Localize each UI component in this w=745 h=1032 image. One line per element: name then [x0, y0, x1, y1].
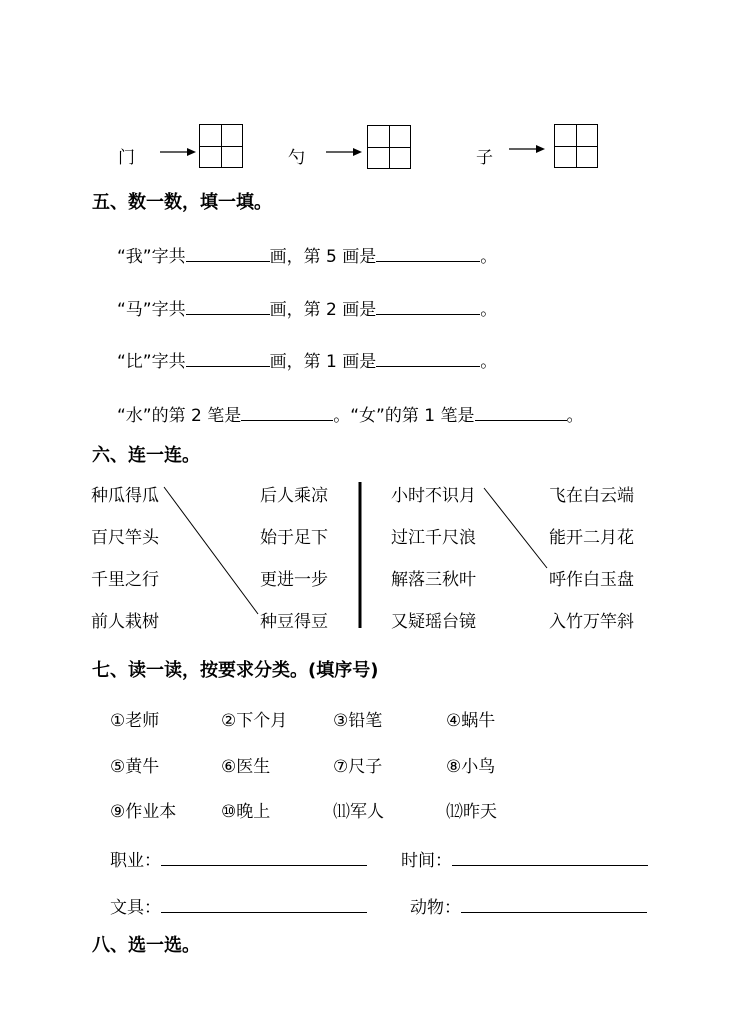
classify-item: ⑨作业本 [110, 802, 177, 822]
answer-blank[interactable] [452, 847, 648, 866]
row-text: 画，第 5 画是 [269, 247, 377, 267]
blank-strokes[interactable] [186, 348, 270, 367]
match-item[interactable]: 前人栽树 [91, 612, 159, 632]
classify-item: ②下个月 [221, 711, 288, 731]
match-item[interactable]: 飞在白云端 [549, 486, 634, 506]
category-label: 时间： [401, 851, 452, 871]
classify-item: ⑾军人 [333, 802, 384, 822]
classify-item: ①老师 [110, 711, 160, 731]
classify-item: ⑦尺子 [333, 757, 383, 777]
classify-item: ③铅笔 [333, 711, 383, 731]
match-item[interactable]: 呼作白玉盘 [549, 570, 634, 590]
classify-item: ⑥医生 [221, 757, 271, 777]
classify-item: ④蜗牛 [446, 711, 496, 731]
radical-2: 勺 [288, 148, 305, 168]
blank-strokes[interactable] [186, 296, 270, 315]
match-item[interactable]: 百尺竿头 [91, 528, 159, 548]
match-item[interactable]: 始于足下 [260, 528, 328, 548]
row-text: “马”字共 [117, 300, 186, 320]
category-label: 职业： [110, 851, 161, 871]
row-text: 画，第 1 画是 [269, 352, 377, 372]
count-row-3 [117, 347, 497, 372]
classify-item: ⑤黄牛 [110, 757, 160, 777]
row-text: 。 [480, 247, 498, 267]
row-text: 。 [480, 352, 498, 372]
blank-stroke-water[interactable] [241, 402, 333, 421]
row-text: 。“女”的第 1 笔是 [333, 406, 475, 426]
answer-blank[interactable] [461, 894, 647, 913]
row-text: “比”字共 [117, 352, 186, 372]
writing-grid-3[interactable] [554, 124, 598, 168]
row-text: 。 [566, 406, 584, 426]
category-label: 动物： [410, 898, 461, 918]
section7-title: 七、读一读，按要求分类。(填序号) [92, 660, 379, 681]
blank-stroke-name[interactable] [376, 243, 480, 262]
arrow-icon [509, 143, 545, 155]
category-stationery [110, 893, 367, 918]
section6-title: 六、连一连。 [92, 445, 200, 466]
writing-grid-2[interactable] [367, 125, 411, 169]
blank-strokes[interactable] [186, 243, 270, 262]
match-item[interactable]: 种豆得豆 [260, 612, 328, 632]
category-job [110, 846, 367, 871]
row-text: “我”字共 [117, 247, 186, 267]
arrow-icon [326, 146, 362, 158]
match-line [484, 488, 547, 568]
section8-title: 八、选一选。 [92, 935, 200, 956]
answer-blank[interactable] [161, 847, 367, 866]
row-text: 。 [480, 300, 498, 320]
match-line [164, 487, 258, 614]
category-label: 文具： [110, 898, 161, 918]
match-item[interactable]: 种瓜得瓜 [91, 486, 159, 506]
match-item[interactable]: 入竹万竿斜 [549, 612, 634, 632]
row-text: 画，第 2 画是 [269, 300, 377, 320]
arrow-icon [160, 146, 196, 158]
category-time [401, 846, 648, 871]
match-item[interactable]: 后人乘凉 [260, 486, 328, 506]
match-item[interactable]: 解落三秋叶 [391, 570, 476, 590]
blank-stroke-woman[interactable] [475, 402, 567, 421]
classify-item: ⑿昨天 [446, 802, 497, 822]
match-item[interactable]: 能开二月花 [549, 528, 634, 548]
count-row-1 [117, 242, 497, 267]
match-item[interactable]: 千里之行 [91, 570, 159, 590]
match-item[interactable]: 又疑瑶台镜 [391, 612, 476, 632]
answer-blank[interactable] [161, 894, 367, 913]
classify-item: ⑩晚上 [221, 802, 271, 822]
count-row-4 [117, 401, 584, 426]
section5-title: 五、数一数，填一填。 [92, 192, 272, 213]
category-animal [410, 893, 647, 918]
blank-stroke-name[interactable] [376, 296, 480, 315]
match-item[interactable]: 过江千尺浪 [391, 528, 476, 548]
writing-grid-1[interactable] [199, 124, 243, 168]
classify-item: ⑧小鸟 [446, 757, 496, 777]
count-row-2 [117, 295, 497, 320]
blank-stroke-name[interactable] [376, 348, 480, 367]
radical-3: 子 [476, 148, 493, 168]
radical-1: 门 [118, 148, 135, 168]
match-item[interactable]: 更进一步 [260, 570, 328, 590]
match-item[interactable]: 小时不识月 [391, 486, 476, 506]
row-text: “水”的第 2 笔是 [117, 406, 242, 426]
